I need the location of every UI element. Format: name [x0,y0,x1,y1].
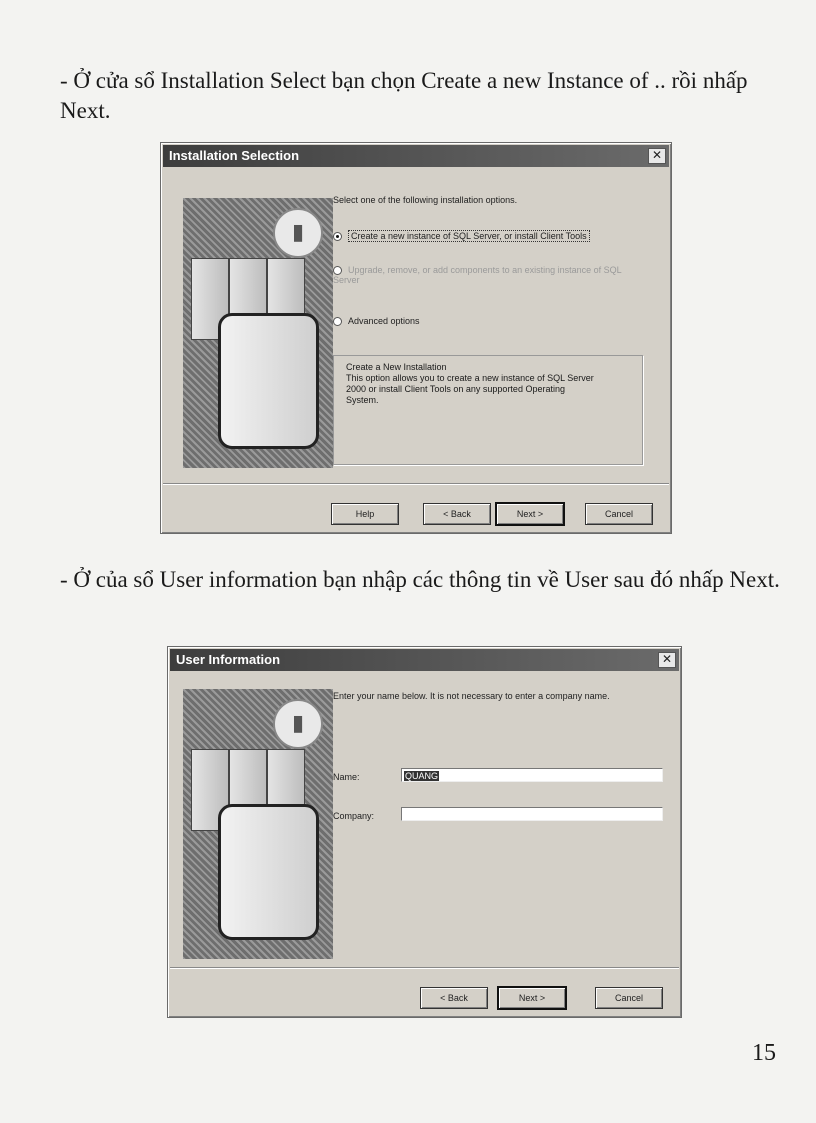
radio-icon [333,266,342,275]
close-button[interactable]: ✕ [658,652,676,668]
back-button[interactable]: < Back [423,503,491,525]
radio-icon [333,317,342,326]
next-button[interactable]: Next > [497,986,567,1010]
main-server-icon [218,804,319,940]
next-button[interactable]: Next > [495,502,565,526]
help-button[interactable]: Help [331,503,399,525]
dialog-titlebar [163,145,669,167]
option-advanced[interactable]: Advanced options [333,316,420,326]
main-server-icon [218,313,319,449]
page-number: 15 [752,1040,776,1066]
dialog-title: User Information [176,652,281,667]
cancel-button[interactable]: Cancel [595,987,663,1009]
setup-illustration [183,198,333,468]
radio-selected-icon [333,232,342,241]
back-button[interactable]: < Back [420,987,488,1009]
dialog-titlebar [170,649,679,671]
option-create-new-instance[interactable]: Create a new instance of SQL Server, or install Client Tools [333,231,590,241]
setup-icon: ▮ [273,208,323,258]
setup-illustration [183,689,333,959]
dialog-title: Installation Selection [169,148,300,163]
user-information-dialog [167,646,682,1018]
installation-selection-dialog [160,142,672,534]
description-title: Create a New Installation [346,362,447,372]
cancel-button[interactable]: Cancel [585,503,653,525]
name-label: Name: [333,772,360,782]
close-button[interactable]: ✕ [648,148,666,164]
name-field[interactable]: QUANG [401,768,663,782]
instruction-paragraph-1: - Ở cửa sổ Installation Select bạn chọn Create a new Instance of .. rồi nhấp Next. [60,68,748,123]
divider [170,967,679,969]
description-box [333,355,643,465]
company-label: Company: [333,811,375,821]
instruction-paragraph-2: - Ở của sổ User information bạn nhập các thông tin về User sau đó nhấp Next. [60,567,780,592]
company-field[interactable] [401,807,663,821]
divider [163,483,669,485]
option-upgrade-remove[interactable]: Upgrade, remove, or add components to an existing instance of SQL Server [333,265,622,286]
description-text: This option allows you to create a new instance of SQL Server 2000 or install Client Tools on any supported Operating System. [346,373,594,405]
dialog-instruction: Select one of the following installation options. [333,195,518,205]
setup-icon: ▮ [273,699,323,749]
dialog-instruction: Enter your name below. It is not necessary to enter a company name. [333,691,610,701]
